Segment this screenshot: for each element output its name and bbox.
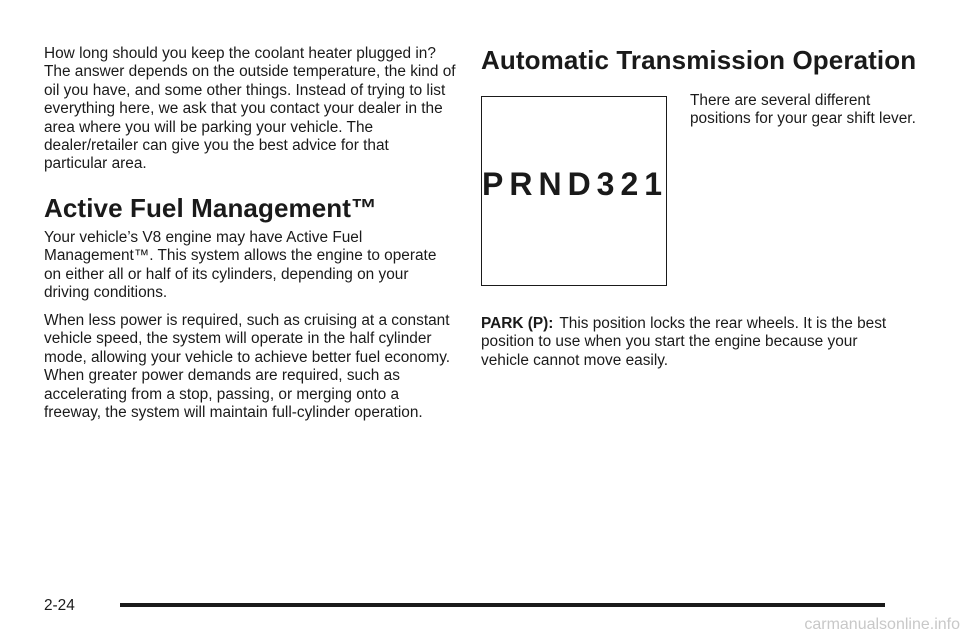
active-fuel-management-heading: Active Fuel Management™ xyxy=(44,193,378,223)
afm-intro-paragraph: Your vehicle’s V8 engine may have Active Fuel Management™. This system allows the engine to operate on either all or half of its cylinders, depending on your driving conditions. xyxy=(44,229,437,302)
watermark: carmanualsonline.info xyxy=(804,616,960,633)
page-number: 2-24 xyxy=(44,597,75,614)
gear-positions-label: PRND321 xyxy=(482,166,669,202)
park-description: This position locks the rear wheels. It is the best position to use when you start the engine because your vehicle cannot move easily. xyxy=(481,315,887,369)
afm-operation-paragraph: When less power is required, such as cruising at a constant vehicle speed, the system will operate in the half cylinder mode, allowing your vehicle to achieve better fuel economy. When greater power demands are required, such as accelerating from a stop, passing, or merging onto a freeway, the system will maintain full-cylinder operation. xyxy=(44,312,451,422)
gear-shift-illustration xyxy=(481,96,667,286)
park-paragraph xyxy=(481,315,901,370)
footer-rule xyxy=(120,603,885,607)
gear-positions-paragraph: There are several different positions for your gear shift lever. xyxy=(690,92,916,128)
park-term: PARK (P): xyxy=(481,315,554,332)
coolant-heater-paragraph: How long should you keep the coolant heater plugged in? The answer depends on the outside temperature, the kind of oil you have, and some other things. Instead of trying to list everything here, we ask that you contact your dealer in the area where you will be parking your vehicle. The dealer/retailer can give you the best advice for that particular area. xyxy=(44,45,456,173)
transmission-operation-heading: Automatic Transmission Operation xyxy=(481,45,917,75)
